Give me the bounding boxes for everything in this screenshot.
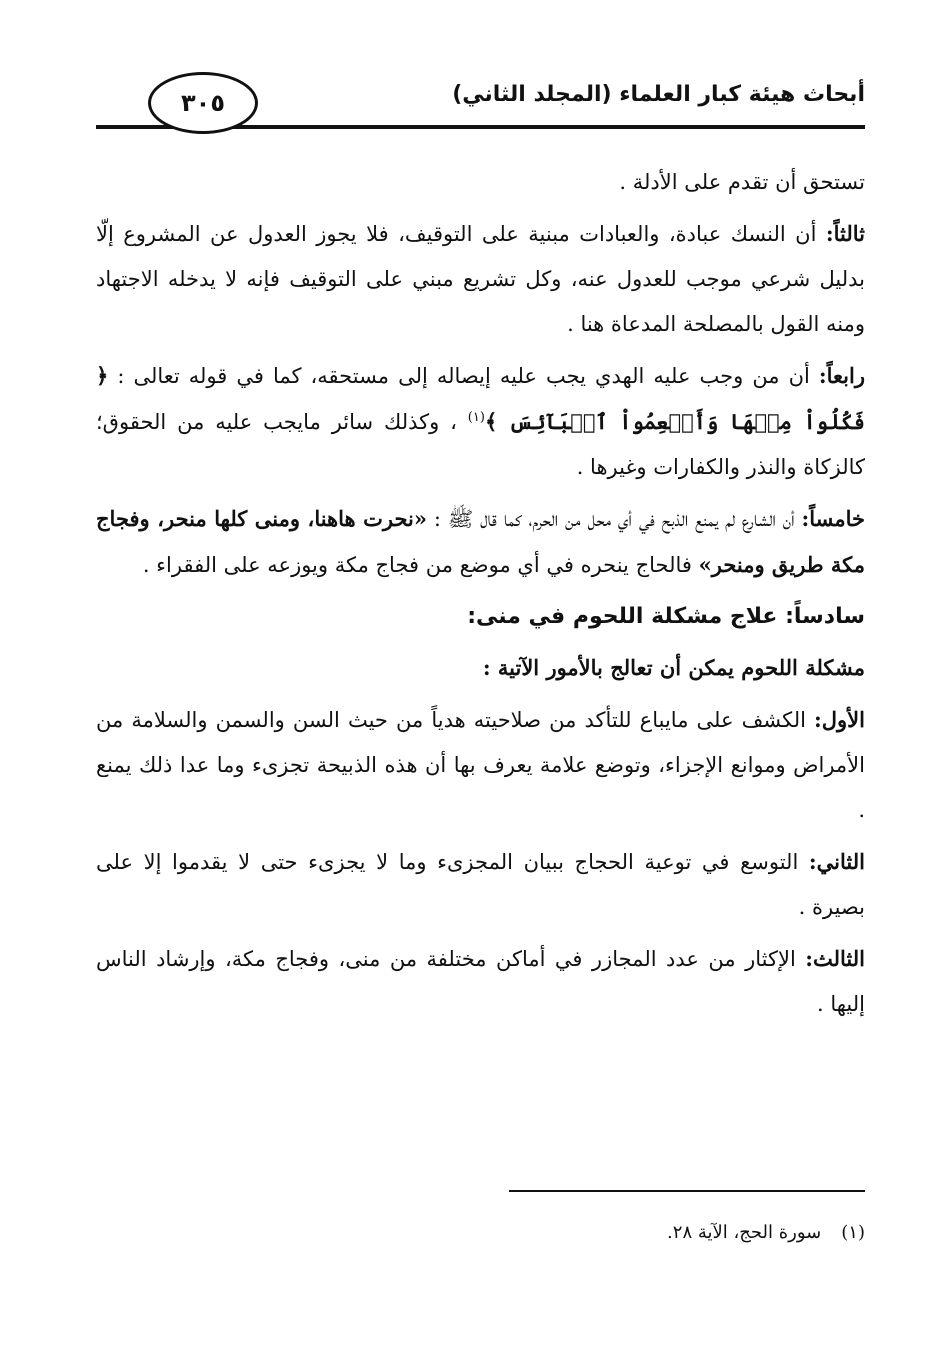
- first-lead: الأول:: [814, 707, 865, 732]
- intro-text: مشكلة اللحوم يمكن أن تعالج بالأمور الآتية :: [482, 655, 865, 680]
- paragraph-fourth: [96, 353, 865, 490]
- third-item-text: الإكثار من عدد المجازر في أماكن مختلفة من منى، وفجاج مكة، وإرشاد الناس إليها .: [96, 947, 865, 1016]
- footnote-number: (١): [841, 1222, 865, 1243]
- quran-verse: ﴿ فَكُلُواْ مِنۡهَا وَأَطۡعِمُواْ ٱلۡبَآئِسَ ﴾: [96, 363, 865, 434]
- page-number: ٣٠٥: [148, 72, 258, 134]
- paragraph-fifth: [96, 496, 865, 588]
- third-text: أن النسك عبادة، والعبادات مبنية على التوقيف، فلا يجوز العدول عن المشروع إلّا بدليل شرعي موجب للعدول عنه، وكل تشريع مبني على التوقيف فإنه لا يدخله الاجتهاد ومنه القول بالمصلحة المدعاة هنا .: [96, 222, 865, 336]
- footnote-rule: [509, 1190, 865, 1192]
- footnote-ref: (١): [467, 410, 485, 425]
- first-text: الكشف على مايباع للتأكد من صلاحيته هدياً من حيث السن والسمن والسلامة من الأمراض وموانع الإجزاء، وتوضع علامة يعرف بها أن هذه الذبيحة تجزىء وما عدا ذلك يمنع .: [96, 708, 865, 822]
- fifth-text-b: فالحاج ينحره في أي موضع من فجاج مكة ويوزعه على الفقراء .: [142, 553, 699, 577]
- fourth-text-a: أن من وجب عليه الهدي يجب عليه إيصاله إلى مستحقه، كما في قوله تعالى :: [108, 364, 819, 388]
- fifth-lead: خامساً:: [801, 506, 865, 531]
- paragraph-second-item: [96, 839, 865, 930]
- fourth-lead: رابعاً:: [818, 363, 865, 388]
- paragraph-continuation: [96, 160, 865, 205]
- body-text: [96, 160, 865, 1033]
- fifth-text-a: أن الشارع لم يمنع الذبح في أي محل من الحرم، كما قال ﷺ :: [427, 507, 802, 531]
- paragraph-intro: [96, 645, 865, 691]
- third-item-lead: الثالث:: [805, 946, 865, 971]
- paragraph-third-item: [96, 936, 865, 1027]
- footnote-text: سورة الحج، الآية ٢٨.: [667, 1222, 822, 1243]
- fourth-text-b: ، وكذلك سائر مايجب عليه من الحقوق؛ كالزكاة والنذر والكفارات وغيرها .: [96, 410, 865, 479]
- hadith-quote: «نحرت هاهنا، ومنى كلها منحر، وفجاج مكة طريق ومنحر»: [96, 506, 865, 577]
- running-header-title: أبحاث هيئة كبار العلماء (المجلد الثاني): [452, 82, 865, 107]
- second-text: التوسع في توعية الحجاج ببيان المجزىء وما لا يجزىء حتى لا يقدموا إلا على بصيرة .: [96, 850, 865, 919]
- paragraph-first-item: [96, 697, 865, 833]
- paragraph-third: [96, 211, 865, 347]
- second-lead: الثاني:: [808, 849, 865, 874]
- footnote: [667, 1222, 865, 1243]
- third-lead: ثالثاً:: [825, 221, 865, 246]
- continuation-text: تستحق أن تقدم على الأدلة .: [619, 170, 865, 194]
- section-heading: سادساً: علاج مشكلة اللحوم في منى:: [467, 604, 865, 629]
